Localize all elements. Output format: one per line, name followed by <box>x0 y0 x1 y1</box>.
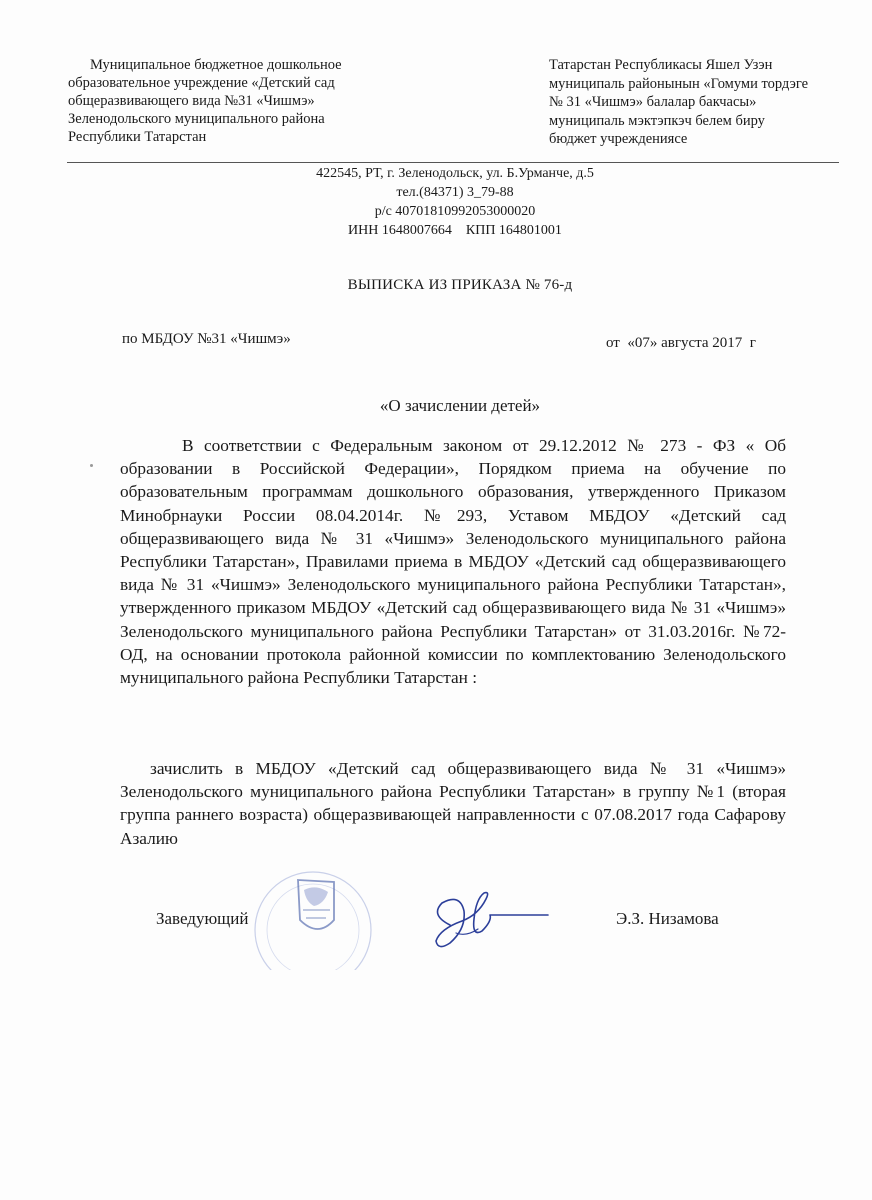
document-date: от «07» августа 2017 г <box>606 335 756 351</box>
signature-mark <box>420 885 550 955</box>
header-right-line: бюджет учреждениясе <box>549 131 688 147</box>
header-right-block <box>549 56 849 149</box>
header-divider <box>67 162 839 163</box>
signatory-position: Заведующий <box>156 909 249 928</box>
scan-speck <box>90 464 93 467</box>
body-paragraph: В соответствии с Федеральным законом от 29.12.2012 № 273 - ФЗ « Об образовании в Российской Федерации», Порядком приема на обучение по образовательным программам дошкольного образования, утвержденного Приказом Минобрнауки России 08.04.2014г. №293, Уставом МБДОУ «Детский сад общеразвивающего вида № 31 «Чишмэ» Зеленодольского муниципального района Республики Татарстан», Правилами приема в МБДОУ «Детский сад общеразвивающего вида № 31 «Чишмэ» Зеленодольского муниципального района Республики Татарстан», утвержденного приказом МБДОУ «Детский сад общеразвивающего вида № 31 «Чишмэ» Зеленодольского муниципального района Республики Татарстан» от 31.03.2016г. №72-ОД, на основании протокола районной комиссии по комплектованию Зеленодольского муниципального района Республики Татарстан : <box>120 436 786 688</box>
header-left-line: Муниципальное бюджетное дошкольное <box>90 57 342 73</box>
organization-label: по МБДОУ №31 «Чишмэ» <box>122 331 291 347</box>
signatory-name: Э.З. Низамова <box>616 909 719 928</box>
account-line: р/с 40701810992053000020 <box>374 204 536 219</box>
phone-line: тел.(84371) 3_79-88 <box>396 185 514 200</box>
address-line: 422545, РТ, г. Зеленодольск, ул. Б.Урманче, д.5 <box>316 166 594 181</box>
document-subject: «О зачислении детей» <box>379 396 541 415</box>
header-right-line: муниципаль мэктэпкэч белем биру <box>549 112 765 129</box>
header-left-line: общеразвивающего вида №31 «Чишмэ» <box>68 93 315 109</box>
header-left-line: Республики Татарстан <box>68 129 207 145</box>
header-left-line: образовательное учреждение «Детский сад <box>68 75 335 91</box>
inn-kpp-line: ИНН 1648007664 КПП 164801001 <box>348 223 562 238</box>
address-block <box>240 164 670 240</box>
header-left-block <box>68 56 388 146</box>
document-title: ВЫПИСКА ИЗ ПРИКАЗА № 76-д <box>347 277 573 293</box>
header-right-line: муниципаль районынын «Гомуми тордэге <box>549 75 809 92</box>
header-right-line: № 31 «Чишмэ» балалар бакчасы» <box>549 94 757 110</box>
seal-stamp <box>248 860 378 970</box>
decree-paragraph: зачислить в МБДОУ «Детский сад общеразвивающего вида № 31 «Чишмэ» Зеленодольского муниципального района Республики Татарстан» в группу №1 (вторая группа раннего возраста) общеразвивающей направленности с 07.08.2017 года Сафарову Азалию <box>120 759 786 848</box>
header-left-line: Зеленодольского муниципального района <box>68 111 325 127</box>
header-right-line: Татарстан Республикасы Яшел Узэн <box>549 57 773 73</box>
